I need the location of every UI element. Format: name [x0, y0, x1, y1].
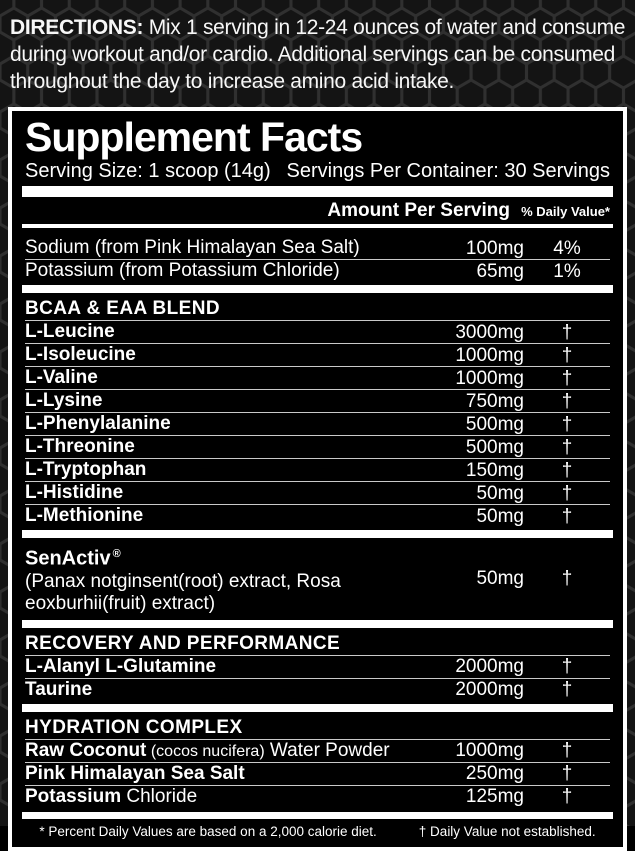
ingredient-daily-value: †: [561, 321, 573, 343]
amount-column-header: Amount Per Serving: [327, 200, 510, 221]
thin-separator: [22, 224, 613, 228]
ingredient-amount: 2000mg: [455, 679, 524, 701]
footnote-dagger: † Daily Value not established.: [418, 823, 596, 839]
ingredient-name: L-Valine: [25, 367, 98, 388]
ingredient-row-senactiv: [25, 541, 610, 617]
ingredient-amount: 50mg: [476, 482, 524, 504]
directions-label: DIRECTIONS:: [10, 16, 144, 39]
ingredient-row-l-alanyl-l-glutamine: [25, 655, 610, 678]
ingredient-row-l-methionine: [25, 504, 610, 527]
ingredient-amount: 1000mg: [455, 367, 524, 389]
ingredient-daily-value: 4%: [553, 237, 581, 259]
daily-value-column-header: % Daily Value*: [521, 204, 610, 219]
ingredient-amount: 500mg: [465, 413, 524, 435]
senactiv-section: [22, 541, 613, 617]
ingredient-daily-value: †: [561, 390, 573, 412]
thick-separator: [22, 285, 613, 293]
ingredient-name: Potassium Chloride: [25, 785, 198, 807]
ingredient-daily-value: †: [561, 656, 573, 678]
footnote-daily-values: * Percent Daily Values are based on a 2,000 calorie diet.: [39, 823, 377, 839]
registered-trademark-symbol: ®: [112, 548, 121, 560]
ingredient-name: [25, 543, 436, 615]
thick-separator: [22, 530, 613, 538]
minerals-section: [22, 237, 613, 282]
ingredient-amount: 1000mg: [455, 740, 524, 762]
ingredient-name: L-Histidine: [25, 482, 124, 503]
ingredient-row-l-threonine: [25, 435, 610, 458]
senactiv-brand: SenActiv ®: [25, 547, 121, 570]
thick-separator: [22, 620, 613, 628]
ingredient-daily-value: †: [561, 679, 573, 701]
ingredient-row-l-phenylalanine: [25, 412, 610, 435]
ingredient-daily-value: †: [561, 344, 573, 366]
directions-text: [8, 10, 630, 101]
thick-separator: [22, 186, 613, 197]
ingredient-amount: 2000mg: [455, 656, 524, 678]
ingredient-name: L-Threonine: [25, 436, 135, 457]
ingredient-amount: 50mg: [476, 568, 524, 590]
ingredient-row-l-valine: [25, 366, 610, 389]
thick-separator: [22, 812, 613, 819]
ingredient-row-potassium: [25, 259, 610, 282]
ingredient-daily-value: †: [561, 740, 573, 762]
ingredient-row-l-lysine: [25, 389, 610, 412]
ingredient-name: L-Alanyl L-Glutamine: [25, 655, 217, 677]
ingredient-name: L-Phenylalanine: [25, 413, 171, 434]
section-header-bcaa: BCAA & EAA BLEND: [25, 298, 220, 319]
recovery-section: [22, 631, 613, 701]
ingredient-amount: 500mg: [465, 436, 524, 458]
ingredient-amount: 50mg: [476, 505, 524, 527]
ingredient-name: Potassium (from Potassium Chloride): [25, 260, 340, 281]
thick-separator: [22, 704, 613, 712]
ingredient-amount: 150mg: [465, 459, 524, 481]
ingredient-daily-value: †: [561, 367, 573, 389]
hydration-section: [22, 715, 613, 808]
ingredient-row-l-histidine: [25, 481, 610, 504]
ingredient-daily-value: †: [561, 436, 573, 458]
ingredient-daily-value: †: [561, 786, 573, 808]
section-header-recovery: RECOVERY AND PERFORMANCE: [25, 632, 341, 654]
servings-per-container: Servings Per Container: 30 Servings: [286, 160, 610, 182]
ingredient-name: Raw Coconut (cocos nucifera) Water Powder: [25, 739, 390, 761]
ingredient-daily-value: †: [561, 413, 573, 435]
ingredient-row-sodium: [25, 237, 610, 259]
ingredient-daily-value: †: [561, 505, 573, 527]
ingredient-name: Taurine: [25, 678, 93, 700]
ingredient-amount: 750mg: [465, 390, 524, 412]
bcaa-eaa-section: [22, 296, 613, 527]
ingredient-row-potassium-chloride: [25, 785, 610, 808]
senactiv-detail-line2: eoxburhii(fruit) extract): [25, 592, 216, 614]
ingredient-amount: 125mg: [465, 786, 524, 808]
section-header-hydration: HYDRATION COMPLEX: [25, 716, 243, 738]
ingredient-amount: 65mg: [476, 260, 524, 282]
column-headers: [22, 197, 613, 224]
ingredient-daily-value: †: [561, 459, 573, 481]
ingredient-row-l-leucine: [25, 320, 610, 343]
ingredient-name: L-Methionine: [25, 505, 144, 526]
ingredient-row-pink-himalayan-sea-salt: [25, 762, 610, 785]
ingredient-amount: 100mg: [465, 237, 524, 259]
ingredient-name: L-Leucine: [25, 321, 115, 342]
panel-title: Supplement Facts: [25, 114, 363, 160]
ingredient-name: Sodium (from Pink Himalayan Sea Salt): [25, 237, 360, 258]
senactiv-detail-line1: (Panax notginsent(root) extract, Rosa: [25, 570, 341, 592]
ingredient-row-raw-coconut: [25, 739, 610, 762]
ingredient-daily-value: †: [561, 482, 573, 504]
ingredient-name: L-Lysine: [25, 390, 103, 411]
supplement-facts-panel: [8, 107, 627, 851]
serving-info: [22, 159, 613, 186]
directions-body: Mix 1 serving in 12-24 ounces of water and consume during workout and/or cardio. Additional servings can be consumed throughout the day to increase amino acid intake.: [10, 16, 626, 93]
ingredient-name: L-Tryptophan: [25, 459, 147, 480]
ingredient-daily-value: 1%: [553, 260, 581, 282]
ingredient-daily-value: †: [561, 568, 573, 590]
ingredient-amount: 250mg: [465, 763, 524, 785]
ingredient-row-l-isoleucine: [25, 343, 610, 366]
ingredient-name: L-Isoleucine: [25, 344, 136, 365]
serving-size: Serving Size: 1 scoop (14g): [25, 160, 271, 182]
ingredient-row-taurine: [25, 678, 610, 701]
ingredient-name: Pink Himalayan Sea Salt: [25, 762, 245, 784]
ingredient-amount: 3000mg: [455, 321, 524, 343]
ingredient-daily-value: †: [561, 763, 573, 785]
ingredient-row-l-tryptophan: [25, 458, 610, 481]
ingredient-amount: 1000mg: [455, 344, 524, 366]
